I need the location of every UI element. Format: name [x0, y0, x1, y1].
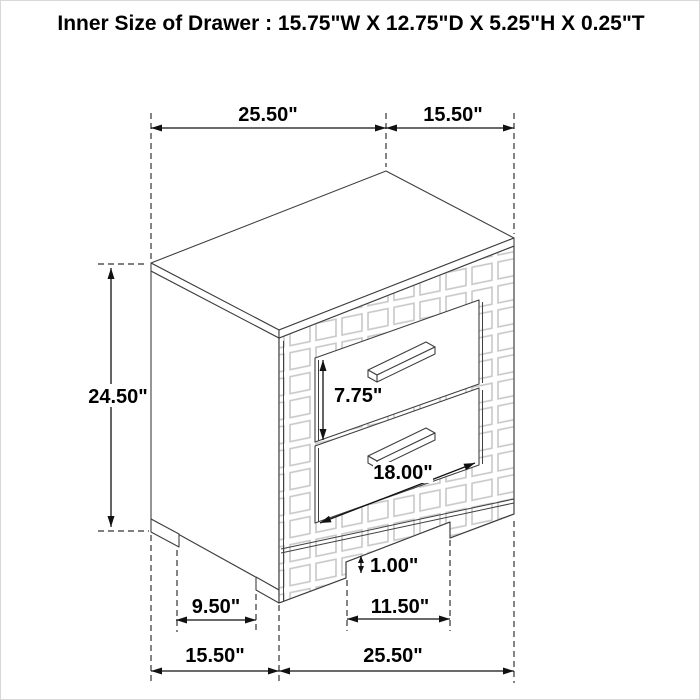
dim-label-overall-height: 24.50" [88, 386, 148, 408]
page-title: Inner Size of Drawer : 15.75"W X 12.75"D X 5.25"H X 0.25"T [57, 12, 645, 35]
dim-label-top-depth: 15.50" [423, 104, 483, 126]
nightstand-drawing [151, 171, 514, 603]
dim-label-bottom-depth: 15.50" [185, 645, 245, 667]
dim-label-drawer-width: 18.00" [373, 462, 433, 484]
dim-label-bottom-width: 25.50" [363, 645, 423, 667]
dim-label-base-gap: 1.00" [370, 555, 419, 577]
dim-label-front-feet-gap: 11.50" [370, 596, 430, 618]
dim-label-drawer-height: 7.75" [334, 385, 383, 407]
dim-label-top-width: 25.50" [238, 104, 298, 126]
diagram-svg [1, 1, 700, 700]
dim-label-side-feet-gap: 9.50" [191, 596, 241, 618]
